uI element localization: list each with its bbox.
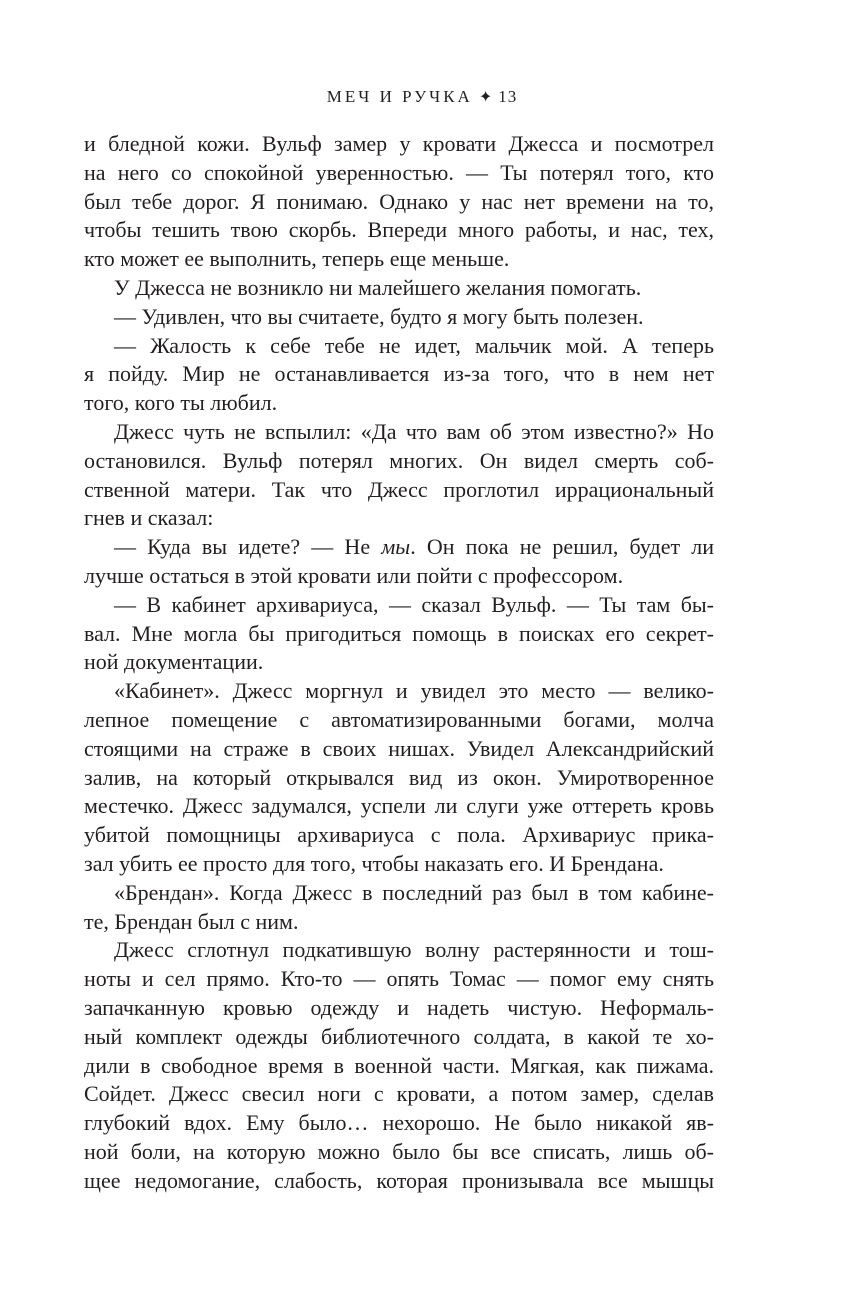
- text-line: и бледной кожи. Вульф замер у кровати Джесса и посмотрел: [84, 131, 714, 156]
- text-line: на него со спокойной уверенностью. — Ты потерял того, кто: [84, 159, 714, 185]
- text-line: Джесс чуть не вспылил: «Да что вам об этом известно?» Но: [114, 418, 714, 444]
- text-line: стоящими на страже в своих нишах. Увидел Александрийский: [84, 735, 714, 761]
- running-head: [0, 86, 844, 109]
- text-line: — В кабинет архивариуса, — сказал Вульф. — Ты там бы-: [114, 591, 714, 617]
- text-line: — Куда вы идете? — Не мы. Он пока не решил, будет ли: [114, 534, 714, 560]
- text-line: — Удивлен, что вы считаете, будто я могу быть полезен.: [114, 303, 644, 329]
- text-line: ноты и сел прямо. Кто-то — опять Томас — помог ему снять: [84, 966, 714, 992]
- text-line: дили в свободное время в военной части. Мягкая, как пижама.: [84, 1052, 714, 1078]
- star-ornament-icon: ✦: [478, 89, 493, 106]
- text-line: У Джесса не возникло ни малейшего желания помогать.: [114, 274, 642, 300]
- text-line: того, кого ты любил.: [84, 390, 278, 416]
- text-line: запачканную кровью одежду и надеть чистую. Неформаль-: [84, 994, 714, 1020]
- text-line: щее недомогание, слабость, которая пронизывала все мышцы: [84, 1167, 714, 1193]
- running-head-title: МЕЧ И РУЧКА: [326, 87, 473, 106]
- text-line: Джесс сглотнул подкатившую волну растерянности и тош-: [114, 937, 714, 963]
- text-line: лучше остаться в этой кровати или пойти с профессором.: [84, 562, 624, 588]
- text-line: я пойду. Мир не останавливается из-за того, что в нем нет: [84, 361, 714, 387]
- text-line: зал убить ее просто для того, чтобы наказать его. И Брендана.: [84, 850, 664, 876]
- text-line: вал. Мне могла бы пригодиться помощь в поисках его секрет-: [84, 620, 714, 646]
- body-text: [84, 130, 714, 1195]
- text-line: кто может ее выполнить, теперь еще меньше.: [84, 246, 510, 272]
- text-line: ной документации.: [84, 649, 264, 675]
- text-line: лепное помещение с автоматизированными богами, молча: [84, 706, 714, 732]
- text-line: Сойдет. Джесс свесил ноги с кровати, а потом замер, сделав: [84, 1081, 714, 1107]
- text-line: залив, на который открывался вид из окон. Умиротворенное: [84, 764, 714, 790]
- text-line: был тебе дорог. Я понимаю. Однако у нас нет времени на то,: [84, 188, 714, 214]
- text-line: гнев и сказал:: [84, 505, 214, 531]
- text-line: — Жалость к себе тебе не идет, мальчик мой. А теперь: [114, 332, 714, 358]
- page-number: 13: [498, 87, 518, 106]
- text-line: ный комплект одежды библиотечного солдата, в какой те хо-: [84, 1023, 714, 1049]
- text-line: ной боли, на которую можно было бы все списать, лишь об-: [84, 1138, 714, 1164]
- text-line: «Брендан». Когда Джесс в последний раз был в том кабине-: [114, 879, 714, 905]
- text-line: глубокий вдох. Ему было… нехорошо. Не было никакой яв-: [84, 1110, 714, 1136]
- text-line: остановился. Вульф потерял многих. Он видел смерть соб-: [84, 447, 714, 473]
- text-line: чтобы тешить твою скорбь. Впереди много работы, и нас, тех,: [84, 217, 714, 243]
- text-line: ственной матери. Так что Джесс проглотил иррациональный: [84, 476, 714, 502]
- text-line: те, Брендан был с ним.: [84, 908, 299, 934]
- text-line: местечко. Джесс задумался, успели ли слуги уже оттереть кровь: [84, 793, 714, 819]
- text-line: убитой помощницы архивариуса с пола. Архивариус прика-: [84, 822, 714, 848]
- text-line: «Кабинет». Джесс моргнул и увидел это место — велико-: [114, 678, 714, 704]
